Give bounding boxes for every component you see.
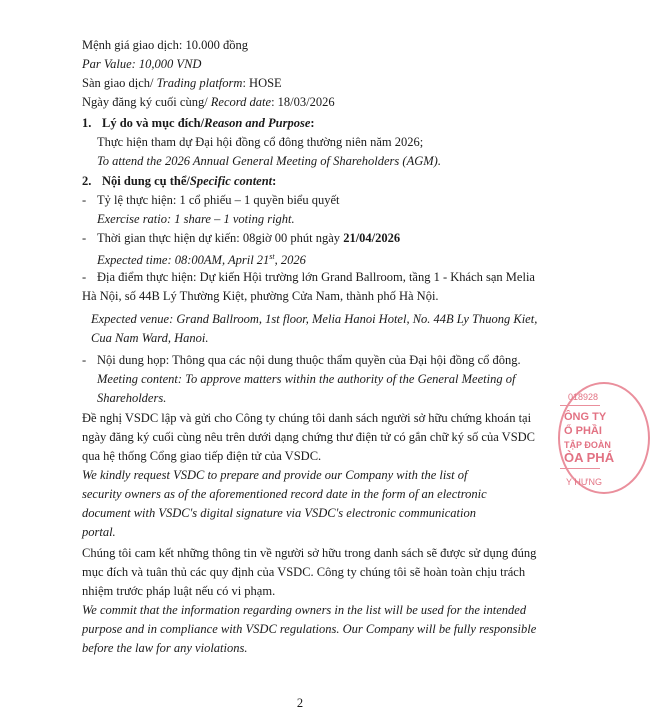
venue-en-1: Expected venue: Grand Ballroom, 1st floor, Melia Hanoi Hotel, No. 44B Ly Thuong Kiet, [91,312,538,326]
time-vn-date: 21/04/2026 [343,231,401,245]
commit-vn-2: mục đích và tuân thủ các quy định của VSDC. Công ty chúng tôi sẽ hoàn toàn chịu trách [82,565,526,579]
ratio-en: Exercise ratio: 1 share – 1 voting right. [97,212,295,226]
platform-value: : HOSE [242,76,282,90]
section1-text-en: To attend the 2026 Annual General Meeting of Shareholders (AGM). [97,154,441,168]
bullet-dash: - [82,270,87,284]
commit-en-2: purpose and in compliance with VSDC regulations. Our Company will be fully responsible [82,622,537,636]
bullet-dash: - [82,193,87,207]
par-value-vn: Mệnh giá giao dịch: 10.000 đồng [82,38,248,52]
section1-title-vn: Lý do và mục đích/ [102,116,205,130]
par-value-en: Par Value: 10,000 VND [82,57,202,71]
record-label: Ngày đăng ký cuối cùng/ [82,95,211,109]
time-en-suffix: , 2026 [274,253,306,268]
seal-line-1: 018928 [568,392,599,402]
section1-title-en: Reason and Purpose [204,116,311,130]
trading-platform [82,74,282,92]
record-date [82,93,335,111]
seal-line-4: TẬP ĐOÀN [564,440,611,450]
bullet-dash: - [82,231,87,245]
request-en-2: security owners as of the aforementioned record date in the form of an electronic [82,487,487,501]
section1-number: 1. [82,116,92,130]
venue-en-2: Cua Nam Ward, Hanoi. [91,331,209,345]
venue-vn-2: Hà Nội, số 44B Lý Thường Kiệt, phường Cửa Nam, thành phố Hà Nội. [82,289,439,303]
request-en-4: portal. [82,525,116,539]
commit-en-3: before the law for any violations. [82,641,248,655]
section1-title-colon: : [310,116,315,130]
section2-heading [82,172,276,190]
content-vn: Nội dung họp: Thông qua các nội dung thuộc thẩm quyền của Đại hội đồng cổ đông. [97,353,521,367]
section2-title-en: Specific content [189,174,273,188]
seal-line-3: Ổ PHẦI [564,425,602,437]
time-en-sup: st [269,252,275,261]
seal-line-5: ÒA PHÁ [564,450,615,465]
section2-title-vn: Nội dung cụ thể/ [102,174,190,188]
bullet-dash: - [82,353,87,367]
request-vn-3: qua hệ thống Cổng giao tiếp điện tử của VSDC. [82,449,322,463]
seal-divider [560,468,600,469]
seal-line-6: Y HƯNG [566,477,603,487]
section1-text-vn: Thực hiện tham dự Đại hội đồng cổ đông thường niên năm 2026; [97,135,424,149]
time-vn-prefix: Thời gian thực hiện dự kiến: 08giờ 00 phút ngày [97,231,344,245]
section2-number: 2. [82,174,92,188]
section1-heading [82,114,315,132]
section2-title-colon: : [272,174,277,188]
commit-vn-3: nhiệm trước pháp luật nếu có vi phạm. [82,584,276,598]
request-en-3: document with VSDC's digital signature via VSDC's electronic communication [82,506,476,520]
record-label-en: Record date [210,95,272,109]
seal-line-2: ÔNG TY [564,411,607,423]
page-number: 2 [296,696,304,710]
request-vn-1: Đề nghị VSDC lập và gửi cho Công ty chúng tôi danh sách người sở hữu chứng khoán tại [82,411,532,425]
commit-vn-1: Chúng tôi cam kết những thông tin về người sở hữu trong danh sách sẽ được sử dụng đúng [82,546,537,560]
content-en-2: Shareholders. [97,391,167,405]
venue-vn-1: Địa điểm thực hiện: Dự kiến Hội trường lớn Grand Ballroom, tầng 1 - Khách sạn Melia [97,270,535,284]
platform-label-en: Trading platform [156,76,243,90]
request-en-1: We kindly request VSDC to prepare and provide our Company with the list of [82,468,468,482]
content-en-1: Meeting content: To approve matters within the authority of the General Meeting of [97,372,516,386]
company-seal [558,382,648,492]
commit-en-1: We commit that the information regarding owners in the list will be used for the intended [82,603,527,617]
time-en [97,248,306,269]
record-value: : 18/03/2026 [271,95,335,109]
request-vn-2: ngày đăng ký cuối cùng nêu trên dưới dạng chứng thư điện tử có gắn chữ ký số của VSDC [82,430,536,444]
time-vn [97,229,400,247]
platform-label: Sàn giao dịch/ [82,76,157,90]
ratio-vn: Tỷ lệ thực hiện: 1 cổ phiếu – 1 quyền biểu quyết [97,193,340,207]
time-en-prefix: Expected time: 08:00AM, April 21 [97,253,270,268]
